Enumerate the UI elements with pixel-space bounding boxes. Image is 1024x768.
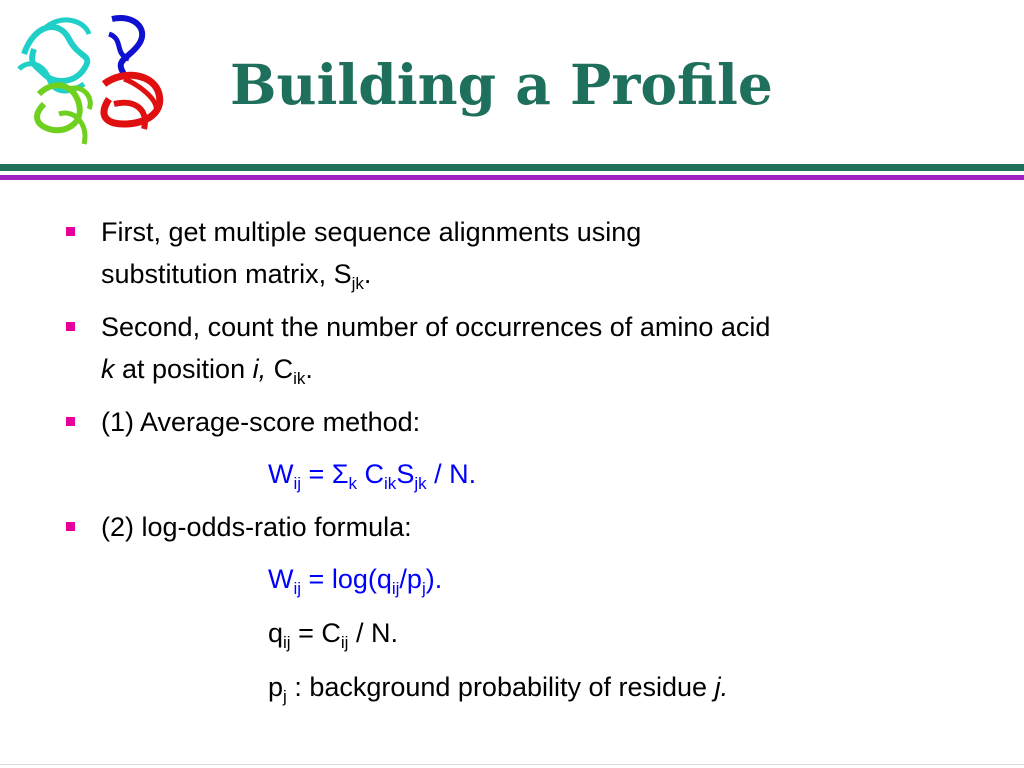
bullet-1-line-2: substitution matrix, $S_{jk}$. (101, 259, 372, 293)
bullet-marker (66, 522, 75, 531)
q-definition: $q_{ij} = C_{ij} / N$. (268, 618, 398, 652)
protein-structure-icon (14, 14, 174, 154)
title-divider-top (0, 164, 1024, 171)
log-odds-formula: $W_{ij} = \log(q_{ij}/p_j)$. (268, 564, 443, 598)
bullet-2-line-2: k at position i, $C_{ik}$. (101, 354, 313, 388)
p-definition: $p_j$ : background probability of residue j. (268, 672, 729, 706)
bullet-3-line: (1) Average-score method: (101, 407, 421, 437)
bullet-marker (66, 227, 75, 236)
footer-divider (0, 764, 1024, 765)
bullet-marker (66, 322, 75, 331)
bullet-marker (66, 417, 75, 426)
title-divider-bottom (0, 175, 1024, 180)
bullet-4-line: (2) log-odds-ratio formula: (101, 512, 412, 542)
bullet-2-line-1: Second, count the number of occurrences of amino acid (101, 312, 771, 342)
slide-title: Building a Profile (230, 52, 773, 117)
average-score-formula: $W_{ij} = \Sigma_k$ $C_{ik}S_{jk}$ / N. (268, 459, 477, 493)
bullet-1-line-1: First, get multiple sequence alignments using (101, 217, 642, 247)
